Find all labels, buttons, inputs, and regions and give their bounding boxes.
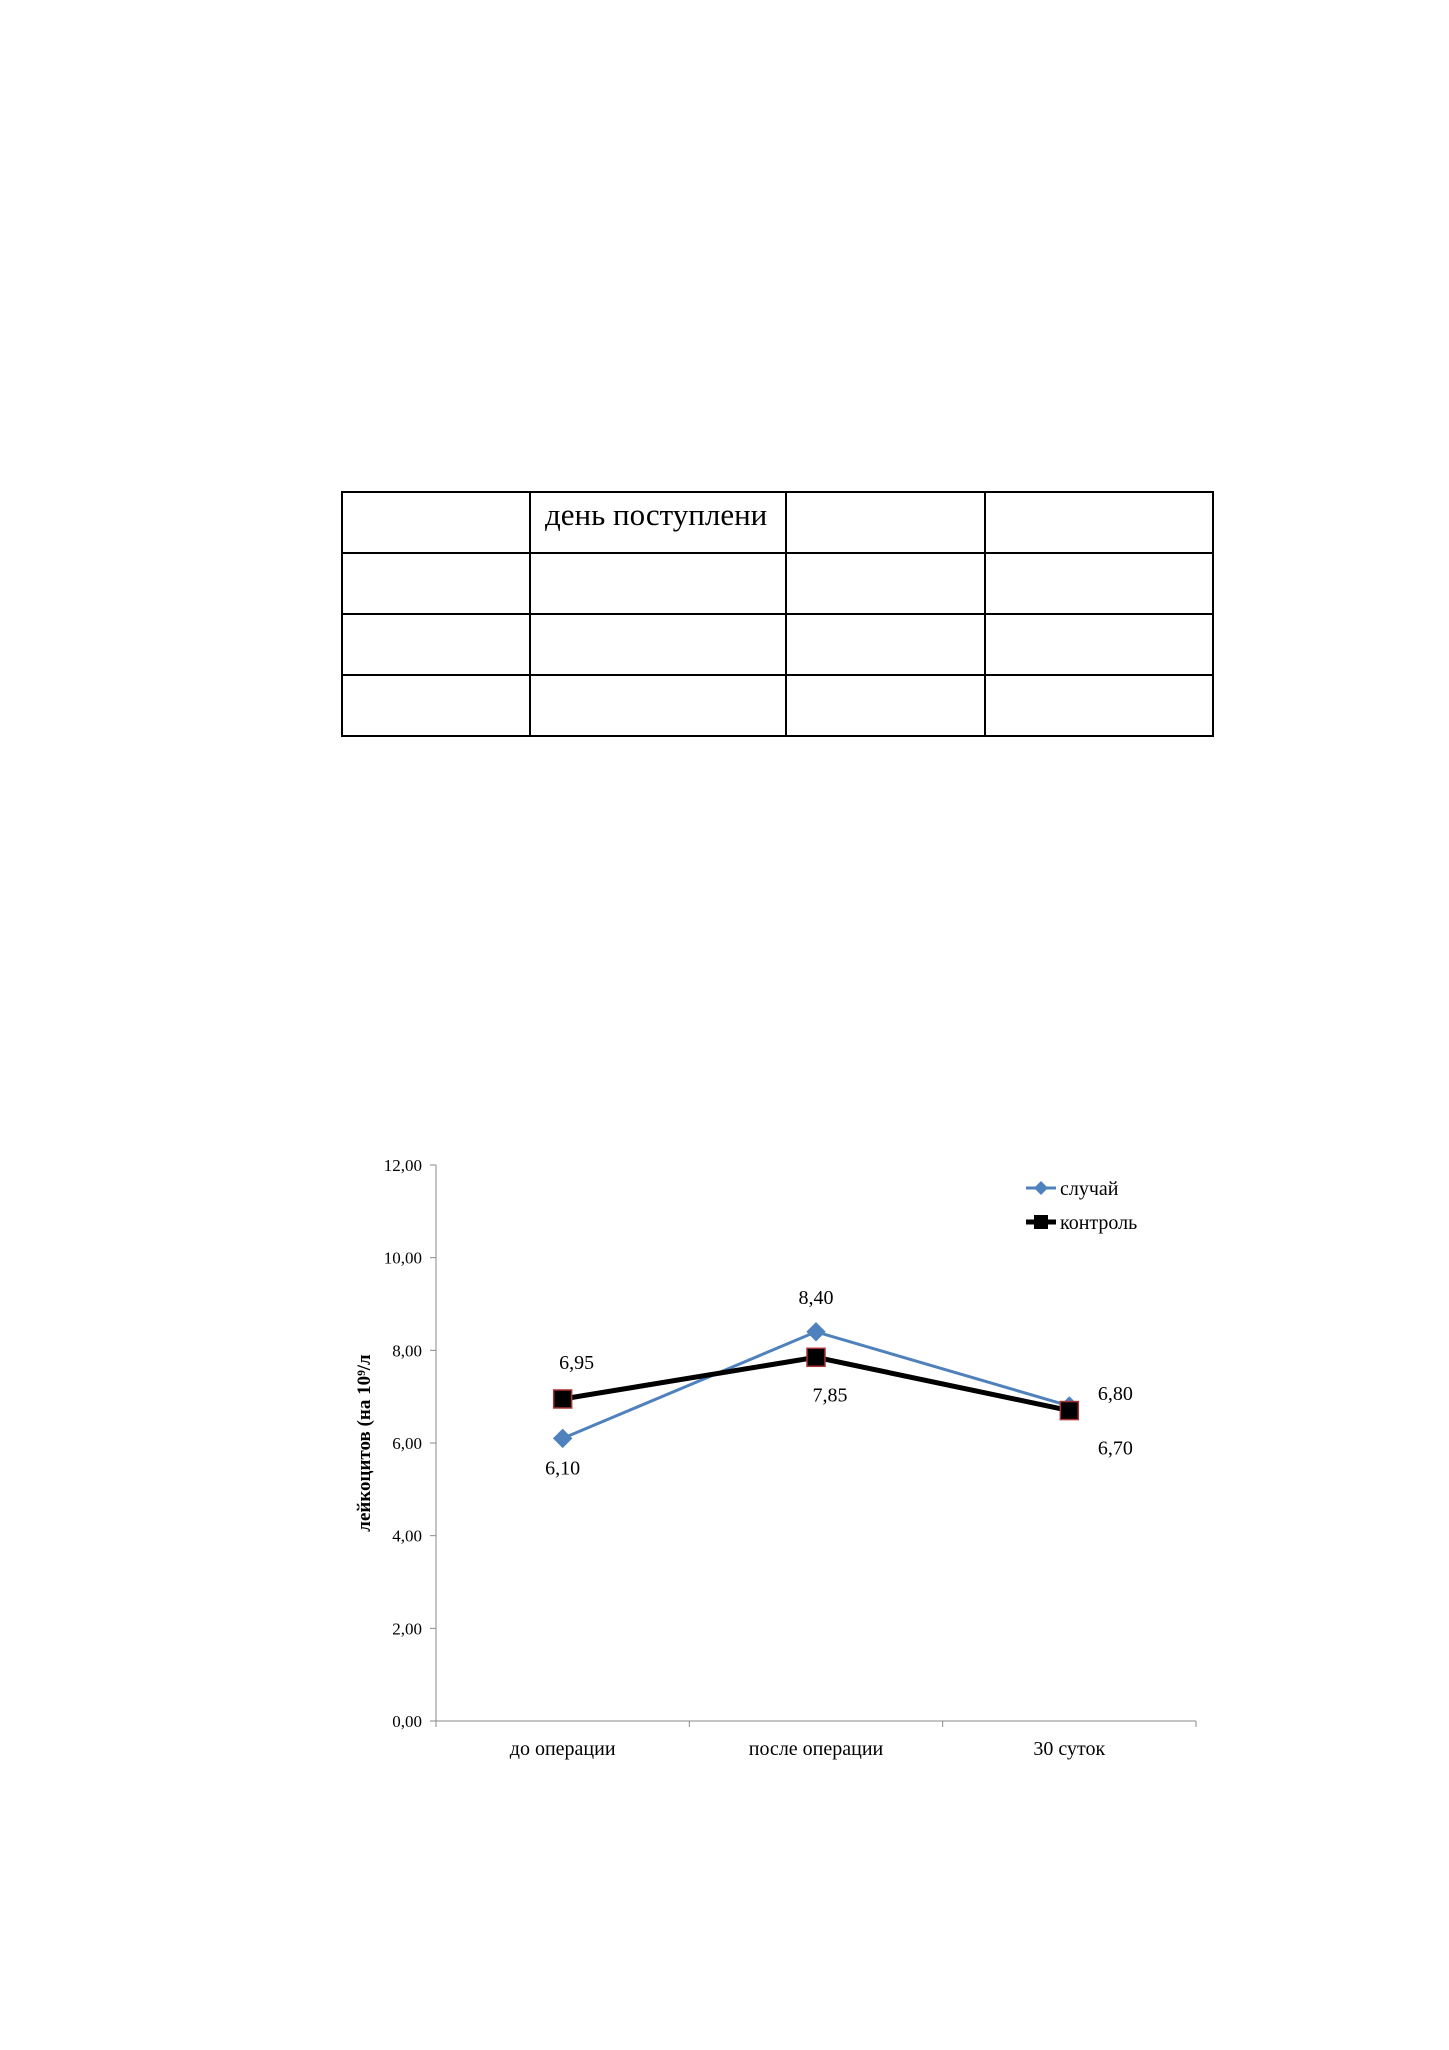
table-cell [786,614,985,675]
table-cell [530,553,786,614]
table-row [342,614,1213,675]
data-label: 8,40 [798,1286,834,1309]
legend-label: контроль [1060,1212,1138,1234]
y-axis-title: лейкоцитов (на 10⁹/л [354,1354,375,1532]
table-cell [786,675,985,736]
table-cell [342,614,530,675]
table-cell [786,492,985,553]
y-tick-label: 4,00 [392,1526,422,1546]
data-point [554,1390,572,1408]
data-label: 7,85 [812,1384,848,1407]
data-label: 6,10 [545,1457,581,1480]
line-chart [340,1140,1220,1770]
table-cell [342,492,530,553]
table-cell [985,492,1213,553]
data-point [1060,1402,1078,1420]
line-chart-svg [340,1140,1220,1770]
table-row [342,553,1213,614]
legend-marker [1034,1215,1048,1229]
table-cell [786,553,985,614]
table-cell [342,553,530,614]
y-tick-label: 6,00 [392,1434,422,1453]
legend-label: случай [1060,1178,1119,1200]
table-row [342,492,1213,553]
table-cell [985,675,1213,736]
table-cell [985,614,1213,675]
x-tick-label: 30 суток [1033,1738,1106,1760]
data-label: 6,80 [1097,1382,1133,1405]
y-tick-label: 10,00 [383,1248,422,1268]
data-point [807,1348,825,1366]
y-tick-label: 12,00 [383,1156,422,1175]
y-tick-label: 2,00 [392,1619,422,1639]
table-cell [530,614,786,675]
x-tick-label: после операции [748,1738,884,1760]
data-label: 6,95 [559,1351,595,1374]
table-header-cell-text: день поступлени [545,497,768,532]
data-point [554,1429,572,1447]
table-cell [985,553,1213,614]
table-row [342,675,1213,736]
data-point [807,1323,825,1341]
x-tick-label: до операции [509,1738,616,1760]
legend-marker [1034,1181,1048,1195]
table-cell [530,492,786,553]
table-cell [530,675,786,736]
y-tick-label: 0,00 [392,1712,422,1731]
y-tick-label: 8,00 [392,1341,422,1361]
table-cell [342,675,530,736]
data-label: 6,70 [1097,1437,1133,1460]
data-table [341,491,1214,737]
